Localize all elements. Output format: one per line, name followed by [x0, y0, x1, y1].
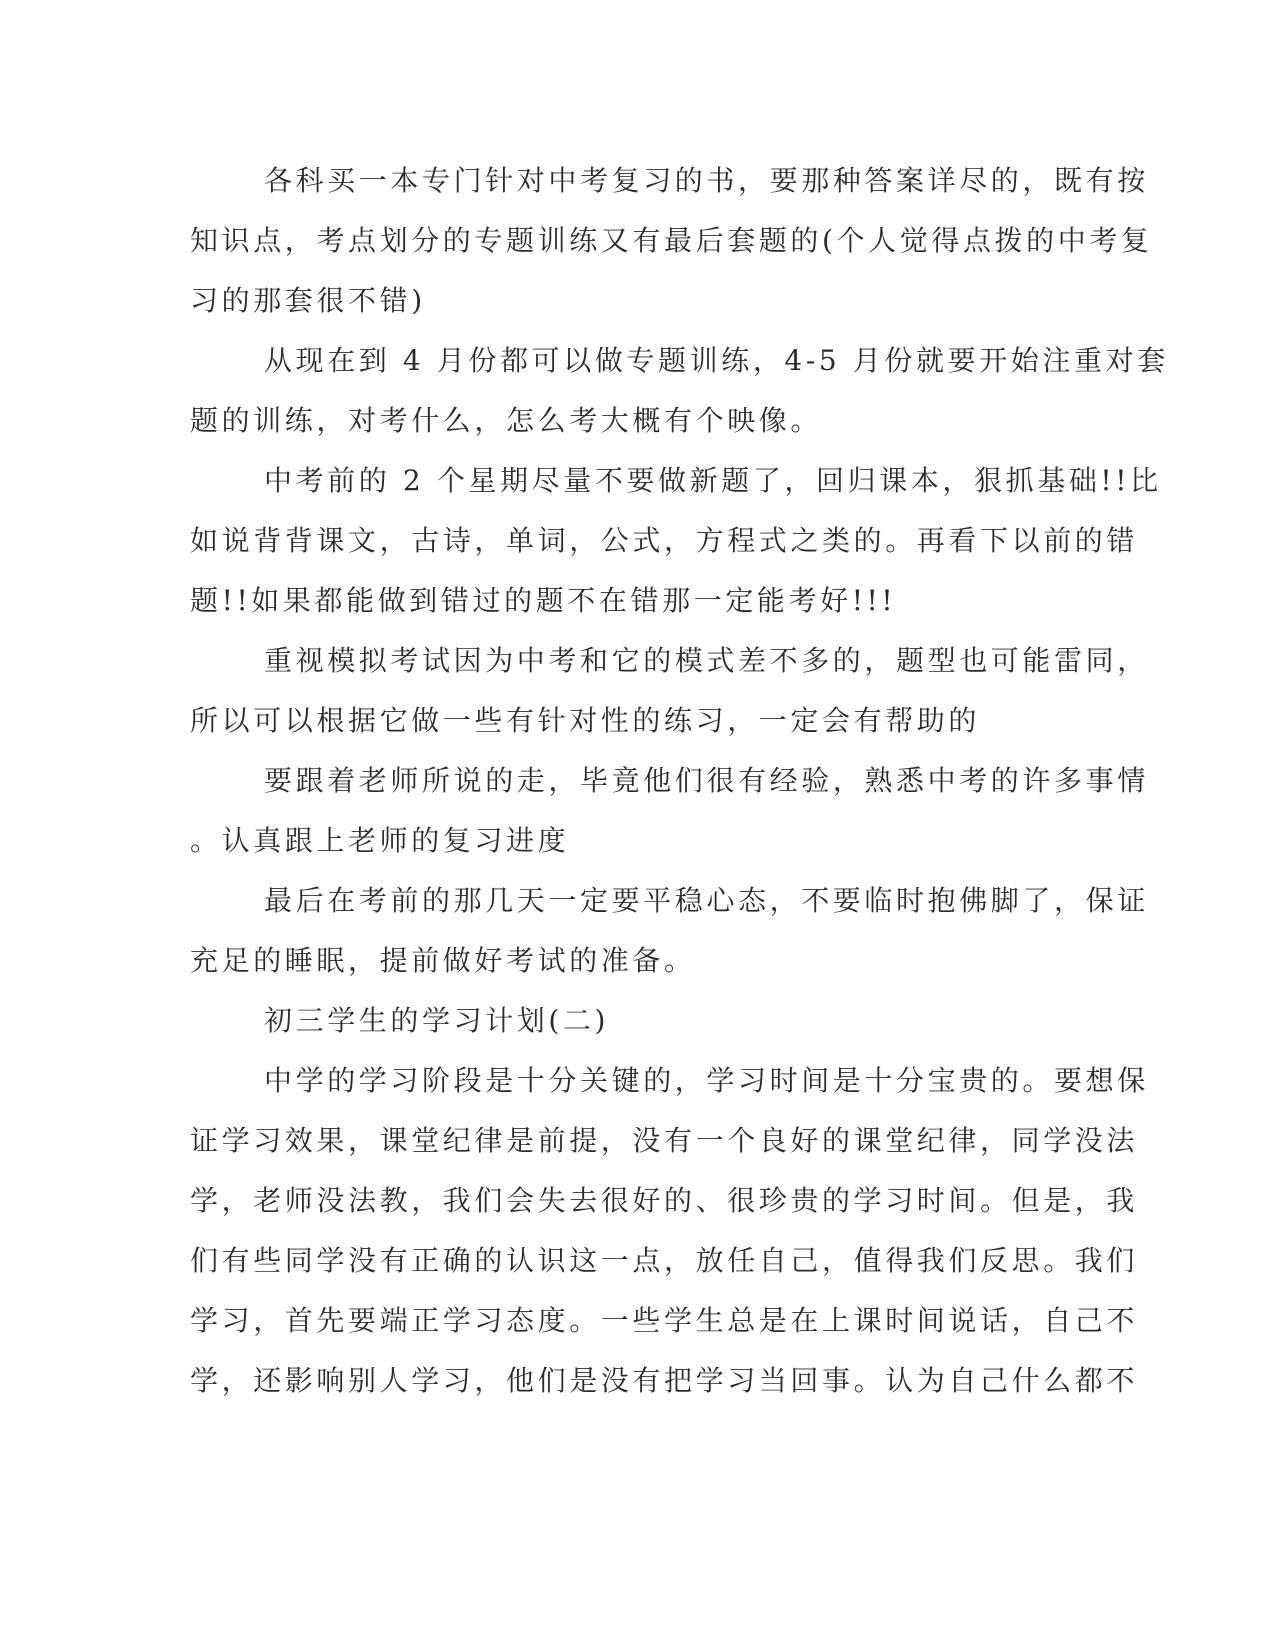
text-line: 所以可以根据它做一些有针对性的练习，一定会有帮助的	[190, 704, 981, 737]
text-line: 题的训练，对考什么，怎么考大概有个映像。	[190, 404, 823, 437]
text-line: 们有些同学没有正确的认识这一点，放任自己，值得我们反思。我们	[190, 1244, 1139, 1277]
text-line: 。认真跟上老师的复习进度	[190, 824, 570, 857]
text-line: 要跟着老师所说的走，毕竟他们很有经验，熟悉中考的许多事情	[264, 764, 1149, 797]
text-line: 中考前的 2 个星期尽量不要做新题了，回归课本，狠抓基础!!比	[264, 464, 1162, 497]
text-line: 重视模拟考试因为中考和它的模式差不多的，题型也可能雷同，	[264, 644, 1149, 677]
text-line: 如说背背课文，古诗，单词，公式，方程式之类的。再看下以前的错	[190, 524, 1139, 557]
text-line: 充足的睡眠，提前做好考试的准备。	[190, 944, 696, 977]
text-line: 题!!如果都能做到错过的题不在错那一定能考好!!!	[190, 584, 897, 617]
text-line: 学，老师没法教，我们会失去很好的、很珍贵的学习时间。但是，我	[190, 1184, 1139, 1217]
text-line: 从现在到 4 月份都可以做专题训练，4-5 月份就要开始注重对套	[264, 344, 1169, 377]
text-line: 习的那套很不错)	[190, 284, 426, 317]
text-line: 中学的学习阶段是十分关键的，学习时间是十分宝贵的。要想保	[264, 1064, 1149, 1097]
text-line: 学，还影响别人学习，他们是没有把学习当回事。认为自己什么都不	[190, 1364, 1139, 1397]
text-line: 证学习效果，课堂纪律是前提，没有一个良好的课堂纪律，同学没法	[190, 1124, 1139, 1157]
section-heading: 初三学生的学习计划(二)	[264, 1004, 610, 1037]
text-line: 知识点，考点划分的专题训练又有最后套题的(个人觉得点拨的中考复	[190, 224, 1153, 257]
text-line: 学习，首先要端正学习态度。一些学生总是在上课时间说话，自己不	[190, 1304, 1139, 1337]
text-line: 各科买一本专门针对中考复习的书，要那种答案详尽的，既有按	[264, 164, 1149, 197]
text-line: 最后在考前的那几天一定要平稳心态，不要临时抱佛脚了，保证	[264, 884, 1149, 917]
